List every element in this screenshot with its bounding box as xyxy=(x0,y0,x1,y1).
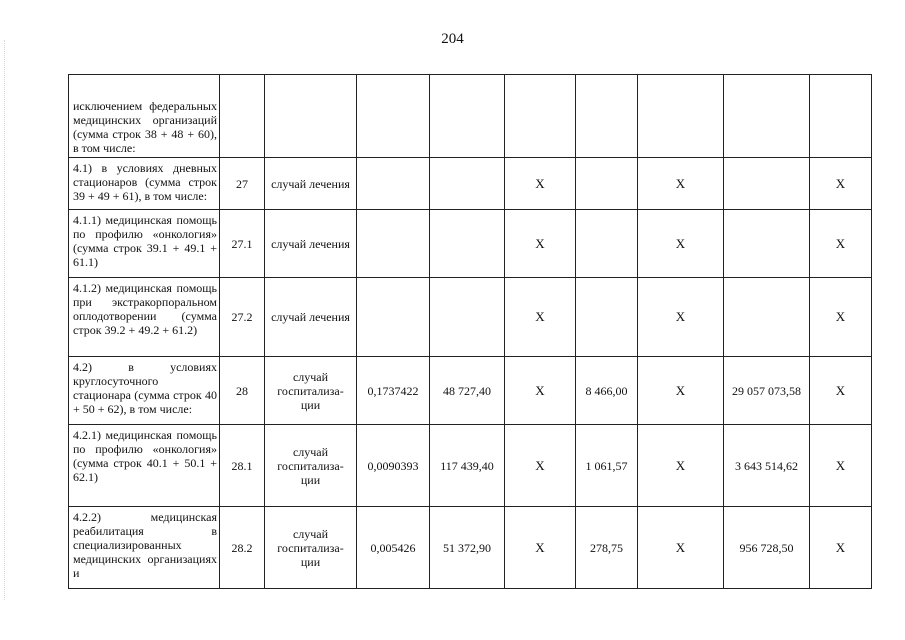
row-col9 xyxy=(724,75,810,158)
page-edge-marks xyxy=(4,40,7,600)
row-label: 4.1) в условиях дневных стационаров (сумма строк 39 + 49 + 61), в том числе: xyxy=(69,158,220,210)
row-norm xyxy=(357,75,430,158)
row-cost: 48 727,40 xyxy=(430,357,505,425)
row-col6 xyxy=(505,75,576,158)
row-col9: 3 643 514,62 xyxy=(724,425,810,507)
row-unit: случай лечения xyxy=(265,158,357,210)
row-code: 27.2 xyxy=(220,278,265,357)
row-col6: X xyxy=(505,158,576,210)
row-cost: 117 439,40 xyxy=(430,425,505,507)
row-col9 xyxy=(724,158,810,210)
row-unit: случай лечения xyxy=(265,210,357,278)
row-norm xyxy=(357,210,430,278)
row-unit xyxy=(265,75,357,158)
row-label: 4.2) в условиях круглосуточного стационара (сумма строк 40 + 50 + 62), в том числе: xyxy=(69,357,220,425)
row-col8: X xyxy=(638,357,724,425)
row-norm xyxy=(357,158,430,210)
row-col9: 956 728,50 xyxy=(724,507,810,589)
row-col10: X xyxy=(810,278,872,357)
table-row xyxy=(69,75,872,158)
row-norm: 0,0090393 xyxy=(357,425,430,507)
table-row xyxy=(69,278,872,357)
table-row xyxy=(69,210,872,278)
row-norm: 0,1737422 xyxy=(357,357,430,425)
page-number: 204 xyxy=(441,31,464,47)
table-row xyxy=(69,158,872,210)
row-col10: X xyxy=(810,158,872,210)
table-row xyxy=(69,357,872,425)
row-col6: X xyxy=(505,278,576,357)
row-col10: X xyxy=(810,507,872,589)
row-code: 28 xyxy=(220,357,265,425)
row-unit: случай госпитализа-ции xyxy=(265,507,357,589)
row-cost xyxy=(430,75,505,158)
row-code: 27.1 xyxy=(220,210,265,278)
row-unit: случай лечения xyxy=(265,278,357,357)
row-code: 28.2 xyxy=(220,507,265,589)
row-col9 xyxy=(724,210,810,278)
row-col10: X xyxy=(810,425,872,507)
row-col8: X xyxy=(638,278,724,357)
row-col8: X xyxy=(638,425,724,507)
row-col10: X xyxy=(810,210,872,278)
row-col6: X xyxy=(505,357,576,425)
row-col9: 29 057 073,58 xyxy=(724,357,810,425)
row-unit: случай госпитализа-ции xyxy=(265,357,357,425)
row-label: исключением федеральных медицинских организаций (сумма строк 38 + 48 + 60), в том числе: xyxy=(69,75,220,158)
row-col7: 1 061,57 xyxy=(576,425,638,507)
row-norm: 0,005426 xyxy=(357,507,430,589)
row-label: 4.2.1) медицинская помощь по профилю «онкология» (сумма строк 40.1 + 50.1 + 62.1) xyxy=(69,425,220,507)
row-col8 xyxy=(638,75,724,158)
row-label: 4.1.2) медицинская помощь при экстракорпоральном оплодотворении (сумма строк 39.2 + 49.2 + 61.2) xyxy=(69,278,220,357)
row-col6: X xyxy=(505,210,576,278)
row-code: 27 xyxy=(220,158,265,210)
row-col7 xyxy=(576,75,638,158)
row-cost: 51 372,90 xyxy=(430,507,505,589)
row-col8: X xyxy=(638,210,724,278)
row-col7 xyxy=(576,278,638,357)
table-row xyxy=(69,425,872,507)
program-volume-table xyxy=(68,74,872,589)
row-col7 xyxy=(576,210,638,278)
row-label: 4.1.1) медицинская помощь по профилю «онкология» (сумма строк 39.1 + 49.1 + 61.1) xyxy=(69,210,220,278)
row-col7 xyxy=(576,158,638,210)
row-col7: 278,75 xyxy=(576,507,638,589)
row-col9 xyxy=(724,278,810,357)
row-col8: X xyxy=(638,507,724,589)
row-cost xyxy=(430,210,505,278)
row-code: 28.1 xyxy=(220,425,265,507)
row-cost xyxy=(430,278,505,357)
row-col8: X xyxy=(638,158,724,210)
row-cost xyxy=(430,158,505,210)
row-label: 4.2.2) медицинская реабилитация в специализированных медицинских организациях и xyxy=(69,507,220,589)
row-unit: случай госпитализа-ции xyxy=(265,425,357,507)
row-col10 xyxy=(810,75,872,158)
row-col10: X xyxy=(810,357,872,425)
row-col6: X xyxy=(505,425,576,507)
row-code xyxy=(220,75,265,158)
row-col6: X xyxy=(505,507,576,589)
row-norm xyxy=(357,278,430,357)
row-col7: 8 466,00 xyxy=(576,357,638,425)
table-row xyxy=(69,507,872,589)
